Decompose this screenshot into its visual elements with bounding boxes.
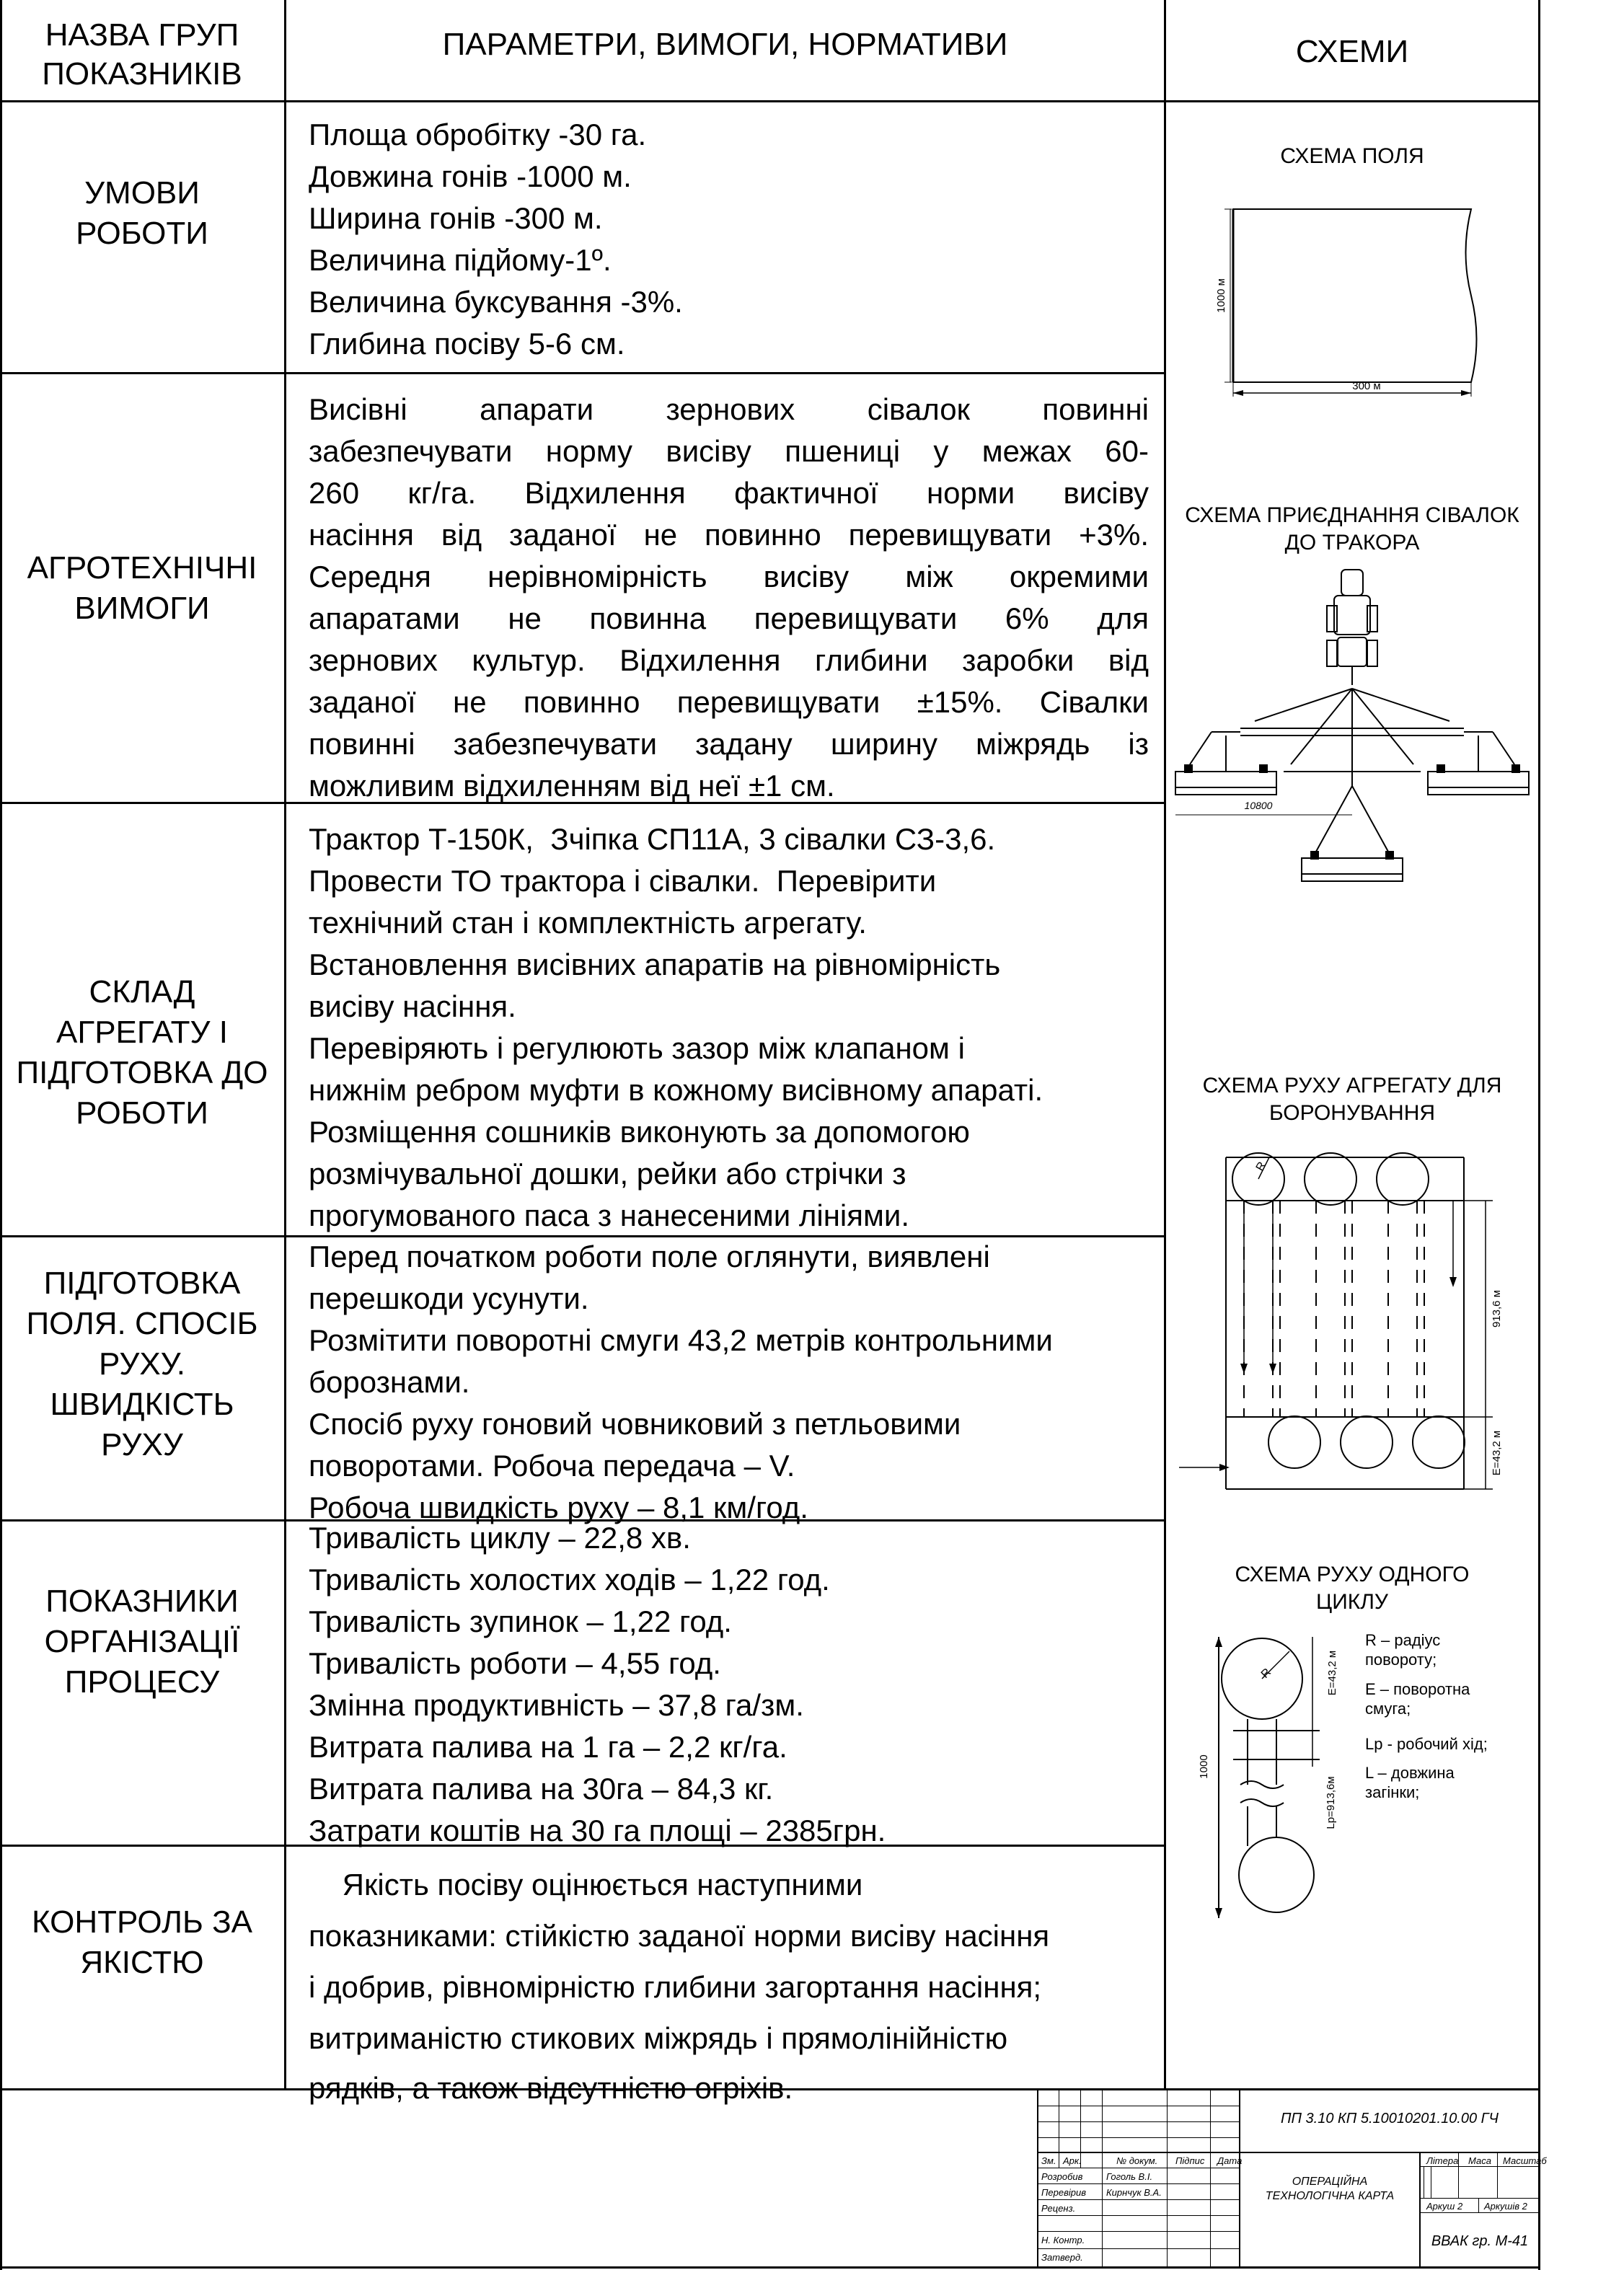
cycle-length-label: 1000 [1198, 1754, 1210, 1779]
motion-scheme-title: СХЕМА РУХУ АГРЕГАТУ ДЛЯ БОРОНУВАННЯ [1202, 1074, 1502, 1125]
role-approver: Затверд. [1041, 2252, 1083, 2263]
role-developer: Розробив [1041, 2171, 1083, 2182]
conditions-line: Величина підйому-1º. [309, 243, 612, 277]
motion-scheme-drawing [1175, 1143, 1522, 1496]
field-prep-line: Перед початком роботи поле оглянути, виявлені [309, 1240, 990, 1273]
quality-line: Якість посіву оцінюється наступними [309, 1868, 863, 1902]
role-reviewer: Реценз. [1041, 2203, 1076, 2214]
column-divider-2 [1164, 0, 1166, 2088]
role-norm-control: Н. Контр. [1041, 2235, 1085, 2245]
conditions-line: Глибина посіву 5-6 см. [309, 327, 625, 361]
group-work-conditions: УМОВИ РОБОТИ [76, 175, 208, 251]
indicator-line: Витрата палива на 30га – 84,3 кг. [309, 1772, 774, 1806]
composition-line: нижнім ребром муфти в кожному висівному апараті. [309, 1073, 1043, 1107]
motion-lp-label: 913,6 м [1491, 1289, 1503, 1328]
field-prep-line: поворотами. Робоча передача – V. [309, 1449, 795, 1483]
composition-line: Встановлення висівних апаратів на рівномірність [309, 948, 1001, 981]
group-label: ВВАК гр. М-41 [1431, 2233, 1529, 2249]
scale-label: Масштаб [1503, 2155, 1547, 2166]
col-date: Дата [1217, 2155, 1243, 2166]
composition-line: Трактор Т-150К, Зчіпка СП11А, 3 сівалки СЗ-3,6. [309, 822, 996, 856]
indicator-line: Затрати коштів на 30 га площі – 2385грн. [309, 1814, 886, 1847]
group-unit-composition: СКЛАД АГРЕГАТУ І ПІДГОТОВКА ДО РОБОТИ [16, 974, 268, 1131]
indicator-line: Тривалість циклу – 22,8 хв. [309, 1521, 691, 1555]
field-prep-line: Спосіб руху гоновий човниковий з петльовими [309, 1407, 961, 1441]
group-process-indicators: ПОКАЗНИКИ ОРГАНІЗАЦІЇ ПРОЦЕСУ [44, 1584, 240, 1700]
quality-line: і добрив, рівномірністю глибини загортання насіння; [309, 1970, 1042, 2004]
agro-line: можливим відхиленням від неї ±1 см. [309, 769, 835, 803]
quality-line: рядків, а також відсутністю огріхів. [309, 2071, 793, 2105]
agro-line: Середня нерівномірність висіву між окремими [309, 560, 1149, 593]
col-izm: Зм. [1041, 2155, 1056, 2166]
field-prep-line: борознами. [309, 1365, 470, 1399]
composition-line: висіву насіння. [309, 989, 516, 1023]
agro-line: насіння від заданої не повинно перевищувати +3%. [309, 518, 1149, 552]
outer-right-border [1538, 0, 1540, 2270]
doc-code: ПП 3.10 КП 5.10010201.10.00 ГЧ [1280, 2111, 1499, 2127]
field-prep-line: Розмітити поворотні смуги 43,2 метрів контрольними [309, 1323, 1053, 1357]
indicator-line: Тривалість холостих ходів – 1,22 год. [309, 1563, 830, 1596]
indicator-line: Змінна продуктивність – 37,8 га/зм. [309, 1688, 804, 1722]
motion-e-label: E=43,2 м [1491, 1430, 1503, 1476]
hitch-scheme-title: СХЕМА ПРИЄДНАННЯ СІВАЛОК ДО ТРАКОРА [1185, 503, 1519, 555]
conditions-line: Площа обробітку -30 га. [309, 118, 647, 151]
cycle-scheme-drawing [1190, 1630, 1356, 1925]
sheets-label: Аркушів 2 [1484, 2201, 1527, 2212]
motion-r-label: R [1253, 1160, 1269, 1173]
agro-line: 260 кг/га. Відхилення фактичної норми висіву [309, 476, 1149, 510]
agro-line: зернових культур. Відхилення глибини заробки від [309, 643, 1149, 677]
field-prep-line: Робоча швидкість руху – 8,1 км/год. [309, 1490, 808, 1524]
composition-line: Розміщення сошників виконують за допомогою [309, 1115, 970, 1149]
document-title: ОПЕРАЦІЙНА ТЕХНОЛОГІЧНА КАРТА [1265, 2176, 1395, 2202]
conditions-line: Ширина гонів -300 м. [309, 201, 603, 235]
header-bottom-line [0, 100, 1540, 102]
field-length-label: 1000 м [1215, 278, 1227, 313]
composition-line: технічний стан і комплектність агрегату. [309, 906, 867, 940]
field-prep-line: перешкоди усунути. [309, 1281, 589, 1315]
field-scheme-drawing [1204, 187, 1507, 404]
quality-line: витриманістю стикових міжрядь і прямолінійністю [309, 2021, 1008, 2055]
name-developer: Гоголь В.І. [1106, 2171, 1153, 2182]
legend-working-run: Lp - робочий хід; [1365, 1735, 1488, 1753]
field-scheme-title: СХЕМА ПОЛЯ [1280, 144, 1424, 168]
agro-line: забезпечувати норму висіву пшениці у межах 60- [309, 434, 1149, 468]
quality-line: показниками: стійкістю заданої норми висіву насіння [309, 1919, 1050, 1953]
agro-line: апаратами не повинна перевищувати 6% для [309, 601, 1149, 635]
title-block [1037, 2090, 1547, 2267]
indicator-line: Витрата палива на 1 га – 2,2 кг/га. [309, 1730, 787, 1764]
composition-line: Перевіряють і регулюють зазор між клапаном і [309, 1031, 965, 1065]
column-divider-1 [284, 0, 286, 2088]
header-groups: НАЗВА ГРУП ПОКАЗНИКІВ [42, 17, 242, 92]
conditions-line: Довжина гонів -1000 м. [309, 159, 632, 193]
header-schemes: СХЕМИ [1295, 34, 1409, 69]
agro-line: повинні забезпечувати задану ширину міжрядь із [309, 727, 1149, 761]
header-parameters: ПАРАМЕТРИ, ВИМОГИ, НОРМАТИВИ [442, 27, 1008, 62]
hitch-scheme-drawing [1168, 555, 1536, 945]
group-field-preparation: ПІДГОТОВКА ПОЛЯ. СПОСІБ РУХУ. ШВИДКІСТЬ РУХУ [26, 1266, 258, 1462]
col-doc: № докум. [1116, 2155, 1158, 2166]
cycle-e-label: E=43,2 м [1326, 1650, 1338, 1696]
composition-line: прогумованого паса з нанесеними лініями. [309, 1198, 910, 1232]
legend-strip: E – поворотна смуга; [1365, 1680, 1470, 1718]
col-ark: Арк. [1063, 2155, 1082, 2166]
conditions-line: Величина буксування -3%. [309, 285, 683, 319]
name-checker: Кирнчук В.А. [1106, 2187, 1162, 2198]
group-agrotechnical: АГРОТЕХНІЧНІ ВИМОГИ [27, 550, 257, 626]
group-quality-control: КОНТРОЛЬ ЗА ЯКІСТЮ [31, 1904, 253, 1980]
indicator-line: Тривалість зупинок – 1,22 год. [309, 1604, 732, 1638]
legend-radius: R – радіус повороту; [1365, 1631, 1441, 1669]
role-checker: Перевірив [1041, 2187, 1087, 2198]
composition-line: Провести ТО трактора і сівалки. Перевірити [309, 864, 937, 898]
agro-line: Висівні апарати зернових сівалок повинні [309, 392, 1149, 426]
cycle-scheme-title: СХЕМА РУХУ ОДНОГО ЦИКЛУ [1235, 1563, 1470, 1614]
hitch-width-label: 10800 [1244, 800, 1273, 811]
agro-line: заданої не повинно перевищувати ±15%. Сівалки [309, 685, 1149, 719]
sheet-label: Аркуш 2 [1426, 2201, 1463, 2212]
legend-length: L – довжина загінки; [1365, 1764, 1455, 1801]
mass-label: Маса [1468, 2155, 1491, 2166]
cycle-r-label: R [1258, 1666, 1274, 1681]
composition-line: розмічувальної дошки, рейки або стрічки з [309, 1157, 906, 1191]
row-divider-1 [0, 372, 1166, 374]
field-width-label: 300 м [1352, 380, 1381, 392]
col-sign: Підпис [1175, 2155, 1205, 2166]
cycle-lp-label: Lp=913,6м [1325, 1776, 1337, 1829]
litera-label: Літера [1426, 2155, 1459, 2166]
indicator-line: Тривалість роботи – 4,55 год. [309, 1646, 721, 1680]
